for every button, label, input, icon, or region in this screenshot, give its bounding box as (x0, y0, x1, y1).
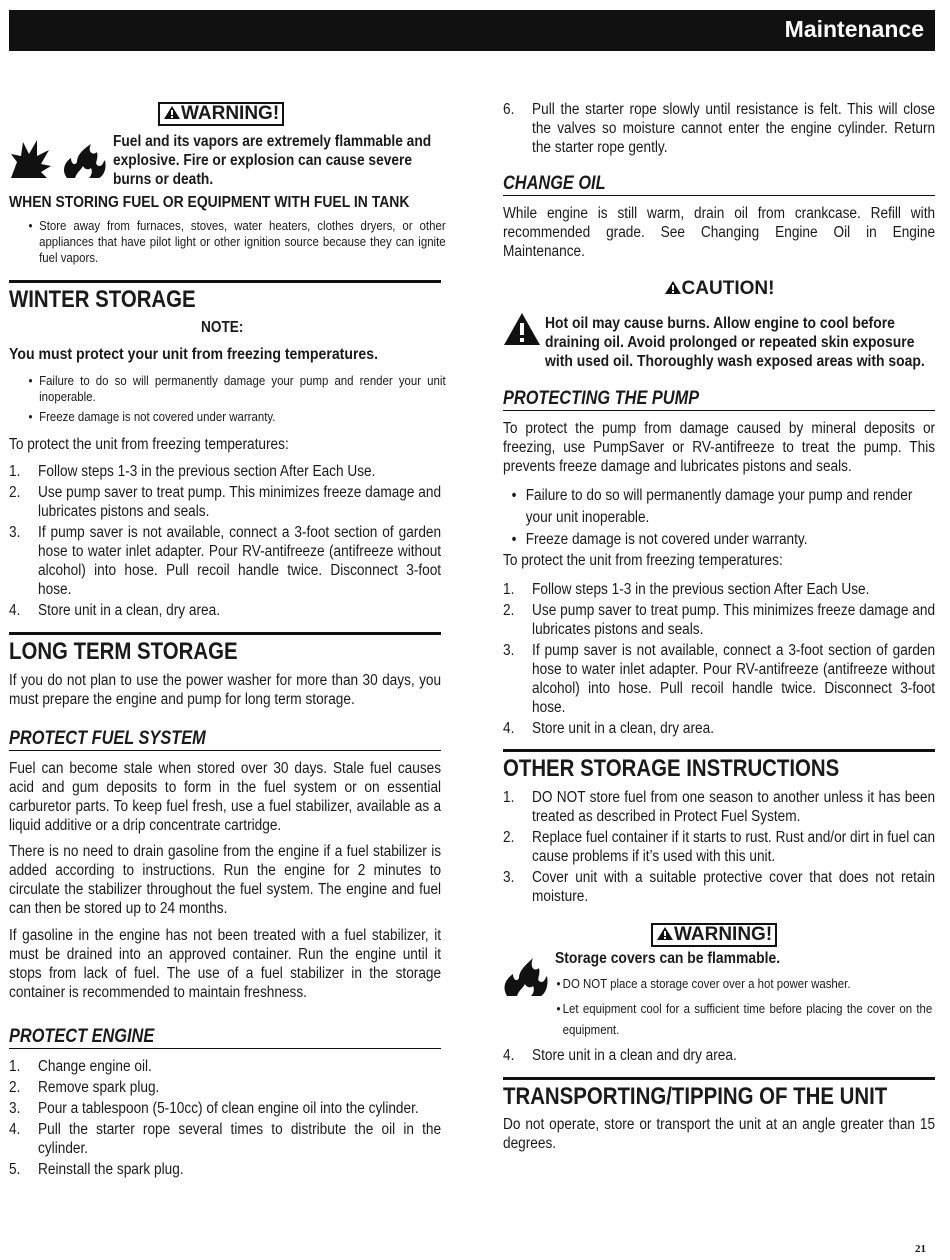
list-item: 1. Change engine oil. (9, 1058, 152, 1075)
warning-2-title: Storage covers can be flammable. (555, 950, 781, 967)
warning-triangle-icon (163, 105, 181, 120)
winter-intro: To protect the unit from freezing temperatures: (9, 436, 289, 453)
list-item: 2. Remove spark plug. (9, 1079, 160, 1096)
list-item: 5. Reinstall the spark plug. (9, 1161, 184, 1178)
header-bar (9, 10, 935, 51)
list-item: 2. Use pump saver to treat pump. This minimizes freeze damage and lubricates pistons and seals. (9, 484, 442, 520)
list-item: 2. Use pump saver to treat pump. This minimizes freeze damage and lubricates pistons and seals. (503, 602, 936, 638)
list-item: 4. Pull the starter rope several times to distribute the oil in the cylinder. (9, 1121, 442, 1157)
list-item: 4. Store unit in a clean, dry area. (503, 720, 715, 737)
fuel-paragraph-1: Fuel can become stale when stored over 30 days. Stale fuel causes acid and gum deposits to form in the fuel system or on essential carburetor parts. To keep fuel fresh, use a fuel stabilizer, available as a liquid additive or a drip concentrate cartridge. (9, 760, 442, 834)
change-oil-text: While engine is still warm, drain oil from crankcase. Refill with recommended grade. See Changing Engine Oil in Engine Maintenance. (503, 205, 936, 260)
list-item: • Freeze damage is not covered under warranty. (509, 529, 935, 551)
other-storage-heading: OTHER STORAGE INSTRUCTIONS (503, 749, 935, 782)
warning-2-bullets (553, 976, 932, 1040)
page-number: 21 (915, 1243, 926, 1255)
note-text: You must protect your unit from freezing temperatures. (9, 346, 378, 363)
list-item: 1. DO NOT store fuel from one season to another unless it has been treated as described in Protect Fuel System. (503, 789, 936, 825)
list-item: 2. Replace fuel container if it starts to rust. Rust and/or dirt in fuel can cause problems if it’s used with this unit. (503, 829, 936, 865)
protecting-pump-heading: PROTECTING THE PUMP (503, 387, 935, 411)
protect-fuel-heading: PROTECT FUEL SYSTEM (9, 727, 441, 751)
list-item: • Failure to do so will permanently damage your pump and render your unit inoperable. (509, 485, 935, 529)
list-item: • Freeze damage is not covered under warranty. (25, 409, 446, 425)
fire-icon (503, 956, 549, 1003)
list-item: 1. Follow steps 1-3 in the previous section After Each Use. (9, 463, 376, 480)
list-item: 3. Cover unit with a suitable protective cover that does not retain moisture. (503, 869, 936, 905)
list-item: 3. Pour a tablespoon (5-10cc) of clean engine oil into the cylinder. (9, 1100, 419, 1117)
warning-triangle-icon (656, 926, 674, 941)
pump-intro: To protect the unit from freezing temperatures: (503, 552, 783, 569)
warning-1-text: Fuel and its vapors are extremely flammable and explosive. Fire or explosion can cause severe burns or death. (113, 133, 432, 188)
list-item: 4. Store unit in a clean, dry area. (9, 602, 221, 619)
list-item: • DO NOT place a storage cover over a hot power washer. (553, 976, 932, 992)
section-title: Maintenance (784, 16, 924, 42)
list-item: 3. If pump saver is not available, connect a 3-foot section of garden hose to water inlet adapter. Pour RV-antifreeze (antifreeze without alcohol) into hose. Pull recoil handle twice. Disconnect 3-foot hose. (503, 642, 936, 716)
engine-step-6 (503, 100, 935, 157)
other-storage-step-4 (503, 1046, 935, 1065)
list-item: 6. Pull the starter rope slowly until resistance is felt. This will close the valves so moisture cannot enter the engine cylinder. Return the starter rope gently. (503, 101, 936, 156)
winter-storage-heading: WINTER STORAGE (9, 280, 441, 313)
caution-triangle-icon (664, 280, 682, 295)
list-item: • Store away from furnaces, stoves, water heaters, clothes dryers, or other appliances that have pilot light or other ignition source because they can ignite fuel vapors. (25, 218, 446, 266)
list-item: 3. If pump saver is not available, connect a 3-foot section of garden hose to water inlet adapter. Pour RV-antifreeze (antifreeze without alcohol) into hose. Pull recoil handle twice. Disconnect 3-foot hose. (9, 524, 442, 598)
warning-label-1: WARNING! (158, 102, 284, 126)
list-item: 4. Store unit in a clean and dry area. (503, 1047, 737, 1064)
warning-label-2: WARNING! (651, 923, 777, 947)
pump-steps (503, 580, 935, 738)
other-storage-steps (503, 788, 935, 906)
fuel-paragraph-3: If gasoline in the engine has not been treated with a fuel stabilizer, it must be drained into an approved container. Run the engine until it stops from lack of fuel. The use of a fuel stabilizer in the storage container is recommended to maintain freshness. (9, 927, 442, 1001)
explosion-fire-icon (9, 136, 109, 180)
note-label: NOTE: (200, 319, 244, 336)
warning-1-subhead: WHEN STORING FUEL OR EQUIPMENT WITH FUEL IN TANK (9, 194, 410, 211)
list-item: • Failure to do so will permanently damage your pump and render your unit inoperable. (25, 373, 446, 405)
caution-text: Hot oil may cause burns. Allow engine to cool before draining oil. Avoid prolonged or repeated skin exposure with used oil. Thoroughly wash exposed areas with soap. (545, 315, 925, 370)
list-item: 1. Follow steps 1-3 in the previous section After Each Use. (503, 581, 870, 598)
exclamation-triangle-icon (503, 312, 541, 351)
change-oil-heading: CHANGE OIL (503, 172, 935, 196)
pump-bullets (509, 485, 935, 551)
engine-steps (9, 1057, 441, 1179)
warning-1-bullets (25, 218, 446, 266)
caution-label: CAUTION! (503, 278, 935, 300)
winter-bullets (25, 373, 446, 425)
list-item: • Let equipment cool for a sufficient time before placing the cover on the equipment. (553, 998, 932, 1040)
pump-text: To protect the pump from damage caused by mineral deposits or freezing, use PumpSaver or RV-antifreeze to treat the pump. This prevents freeze damage and lubricates pistons and seals. (503, 420, 936, 475)
protect-engine-heading: PROTECT ENGINE (9, 1025, 441, 1049)
fuel-paragraph-2: There is no need to drain gasoline from the engine if a fuel stabilizer is added according to instructions. Run the engine for 2 minutes to circulate the stabilizer throughout the fuel system. The engine and fuel can then be stored up to 24 months. (9, 843, 442, 917)
long-term-text: If you do not plan to use the power washer for more than 30 days, you must prepare the engine and pump for long term storage. (9, 672, 442, 708)
transporting-heading: TRANSPORTING/TIPPING OF THE UNIT (503, 1077, 935, 1110)
transporting-text: Do not operate, store or transport the unit at an angle greater than 15 degrees. (503, 1116, 936, 1152)
winter-steps (9, 462, 441, 620)
long-term-storage-heading: LONG TERM STORAGE (9, 632, 441, 665)
